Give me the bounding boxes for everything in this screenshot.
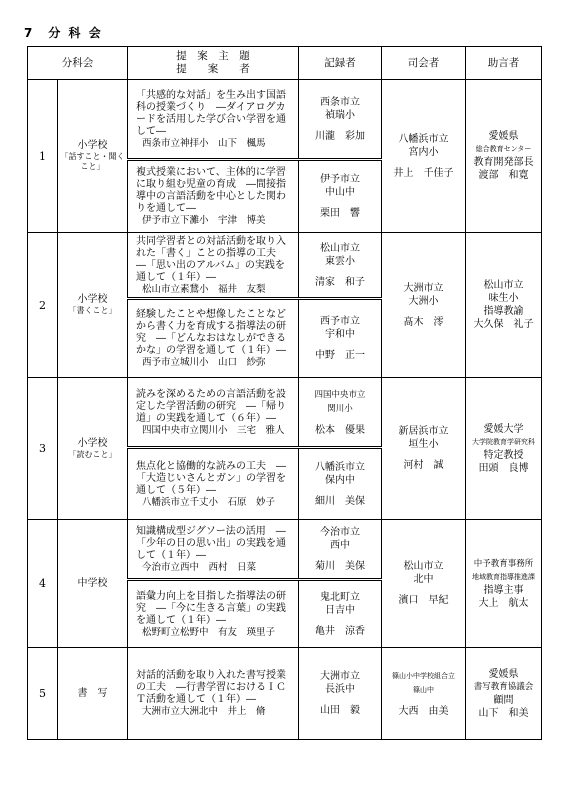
proposal-presenter: 松野町立松野中 有友 瑛里子 (142, 626, 276, 638)
recorder-school: 鬼北町立 日吉中 (320, 591, 360, 616)
advisor-name: 大上 航太 (478, 597, 529, 609)
group-number: 2 (28, 233, 58, 378)
header-theme-line2: 提 案 者 (176, 63, 250, 75)
bunkakai-table (27, 46, 542, 740)
advisor (466, 233, 542, 378)
proposal (128, 233, 299, 299)
advisor-org: 松山市立 (483, 280, 524, 291)
proposal-theme: 経験したことや想像したことなどから書く力を育成する指導法の研究 ―「どんなおはなしができるかな」の学習を通して（１年）― (136, 309, 286, 356)
recorder-name: 細川 美保 (315, 495, 365, 507)
advisor-title: 教育開発部長 (473, 157, 534, 168)
recorder-name: 川瀧 彩加 (315, 130, 365, 142)
advisor-org: 愛媛県 (488, 668, 519, 680)
advisor (466, 520, 542, 648)
recorder (299, 80, 382, 160)
advisor (466, 378, 542, 520)
advisor-title: 顧問 (493, 694, 514, 706)
bunkakai-name (58, 233, 128, 378)
header-moderator: 司会者 (382, 47, 466, 80)
recorder (299, 520, 382, 580)
moderator-name: 濱口 早紀 (398, 595, 449, 606)
proposal (128, 378, 299, 448)
advisor-org2: 味生小 (488, 293, 519, 304)
moderator-school: 松山市立 北中 (403, 561, 444, 585)
moderator (382, 520, 466, 648)
recorder (299, 160, 382, 233)
moderator-name: 井上 千佳子 (393, 167, 454, 179)
moderator (382, 233, 466, 378)
moderator-name: 河村 誠 (403, 460, 444, 471)
recorder-school: 八幡浜市立 保内中 (315, 461, 365, 486)
recorder-school: 四国中央市立 関川小 (314, 389, 366, 414)
advisor-title: 指導主事 (483, 584, 524, 596)
proposal (128, 648, 299, 740)
header-bunkakai: 分科会 (28, 47, 128, 80)
proposal (128, 520, 299, 580)
recorder (299, 233, 382, 299)
recorder-school: 今治市立 西中 (320, 526, 360, 551)
moderator-name: 髙木 澪 (403, 316, 444, 328)
advisor-org: 愛媛大学 (483, 423, 524, 435)
group-number: 4 (28, 520, 58, 648)
recorder-name: 栗田 響 (320, 208, 360, 219)
group-1-row-a (28, 80, 542, 160)
proposal-theme: 対話的活動を取り入れた書写授業の工夫 ―行書学習におけるＩＣＴ活動を通して（１年）― (136, 670, 286, 705)
section-heading: 7 分 科 会 (24, 26, 103, 40)
bunkakai-name (58, 378, 128, 520)
proposal-theme: 共同学習者との対話活動を取り入れた「書く」ことの指導の工夫 ―「思い出のアルバム」の実践を通して（１年）― (136, 235, 286, 283)
recorder (299, 448, 382, 520)
proposal-presenter: 西予市立城川小 山口 紗弥 (142, 357, 266, 368)
recorder-school: 大洲市立 長浜中 (320, 671, 360, 695)
bunkakai-name (58, 80, 128, 233)
proposal-presenter: 西条市立神拝小 山下 楓馬 (142, 137, 266, 149)
advisor-title: 特定教授 (483, 449, 524, 461)
recorder-school: 西予市立 宇和中 (320, 316, 360, 340)
moderator-school: 八幡浜市立 宮内小 (398, 133, 449, 158)
moderator (382, 378, 466, 520)
group-number: 1 (28, 80, 58, 233)
bunkakai-sub: 「話すこと・聞くこと」 (60, 152, 125, 171)
proposal-presenter: 八幡浜市立千丈小 石原 妙子 (142, 496, 276, 508)
proposal (128, 448, 299, 520)
header-theme (128, 47, 299, 80)
group-number: 3 (28, 378, 58, 520)
moderator-school: 大洲市立 大洲小 (403, 282, 444, 307)
proposal-theme: 知識構成型ジグソー法の活用 ―「少年の日の思い出」の実践を通して（１年）― (136, 525, 286, 561)
proposal-theme: 読みを深めるための言語活動を設定した学習活動の研究 ―「帰り道」の実践を通して（６年）― (136, 388, 286, 424)
advisor (466, 80, 542, 233)
group-3-row-a (28, 378, 542, 448)
advisor-org2: 地域教育指導推進課 (472, 572, 535, 581)
advisor-name: 田頭 良博 (478, 462, 529, 474)
bunkakai-name (58, 648, 128, 740)
proposal-presenter: 大洲市立大洲北中 井上 脩 (142, 706, 266, 717)
advisor-org: 中予教育事務所 (473, 558, 534, 569)
advisor-org2: 書写教育協議会 (473, 681, 534, 692)
bunkakai-label: 書 写 (77, 687, 108, 699)
recorder (299, 299, 382, 378)
group-number: 5 (28, 648, 58, 740)
proposal-presenter: 四国中央市立関川小 三宅 雅人 (142, 424, 285, 436)
bunkakai-name (58, 520, 128, 648)
proposal-theme: 語彙力向上を目指した指導法の研究 ―「今に生きる言葉」の実践を通して（１年）― (136, 590, 286, 626)
recorder-name: 松本 優果 (315, 424, 365, 436)
header-advisor: 助言者 (466, 47, 542, 80)
proposal (128, 299, 299, 378)
group-5-row-a (28, 648, 542, 740)
recorder-name: 中野 正一 (315, 350, 365, 361)
header-theme-line1: 提 案 主 題 (176, 50, 250, 62)
advisor (466, 648, 542, 740)
group-2-row-a (28, 233, 542, 299)
moderator-school: 篠山小中学校組合立 篠山中 (392, 672, 455, 694)
proposal-presenter: 伊予市立下灘小 宇津 博美 (142, 215, 266, 226)
recorder (299, 648, 382, 740)
recorder-name: 亀井 涼香 (315, 625, 365, 637)
bunkakai-label: 中学校 (77, 577, 108, 589)
advisor-org2: 大学院教育学研究科 (472, 437, 535, 446)
bunkakai-label: 小学校 (77, 437, 108, 449)
proposal (128, 80, 299, 160)
recorder (299, 378, 382, 448)
bunkakai-label: 小学校 (77, 140, 108, 151)
advisor-name: 山下 和美 (478, 707, 529, 719)
proposal-theme: 複式授業において、主体的に学習に取り組む児童の育成 ―間接指導中の言語活動を中心とした関わりを通して― (136, 167, 286, 214)
header-recorder: 記録者 (299, 47, 382, 80)
recorder-name: 山田 毅 (320, 705, 360, 716)
group-4-row-a (28, 520, 542, 580)
proposal-theme: 焦点化と協働的な読みの工夫 ―「大造じいさんとガン」の学習を通して（５年）― (136, 460, 286, 496)
proposal-theme: 「共感的な対話」を生み出す国語科の授業づくり ―ダイアログカードを活用した学び合い学習を通して― (136, 89, 286, 137)
proposal (128, 580, 299, 648)
moderator-name: 大西 由美 (398, 706, 449, 717)
header-row (28, 47, 542, 80)
bunkakai-sub: 「書くこと」 (68, 306, 117, 315)
advisor-name: 大久保 礼子 (473, 319, 534, 330)
bunkakai-label: 小学校 (77, 294, 108, 305)
bunkakai-sub: 「読むこと」 (68, 449, 117, 459)
moderator (382, 648, 466, 740)
moderator-school: 新居浜市立 垣生小 (398, 426, 449, 450)
recorder-school: 西条市立 禎瑞小 (320, 96, 360, 121)
proposal-presenter: 松山市立素鵞小 福井 友梨 (142, 283, 266, 295)
recorder-name: 菊川 美保 (315, 560, 365, 572)
recorder-name: 清家 和子 (315, 276, 365, 288)
recorder-school: 伊予市立 中山中 (320, 174, 360, 198)
recorder (299, 580, 382, 648)
recorder-school: 松山市立 東雲小 (320, 242, 360, 267)
moderator (382, 80, 466, 233)
advisor-org: 愛媛県 (488, 131, 519, 142)
advisor-name: 渡部 和寛 (478, 170, 529, 181)
advisor-org2: 総合教育センター (475, 145, 532, 153)
advisor-title: 指導教諭 (483, 306, 524, 317)
proposal-presenter: 今治市立西中 西村 日菜 (142, 561, 257, 573)
proposal (128, 160, 299, 233)
